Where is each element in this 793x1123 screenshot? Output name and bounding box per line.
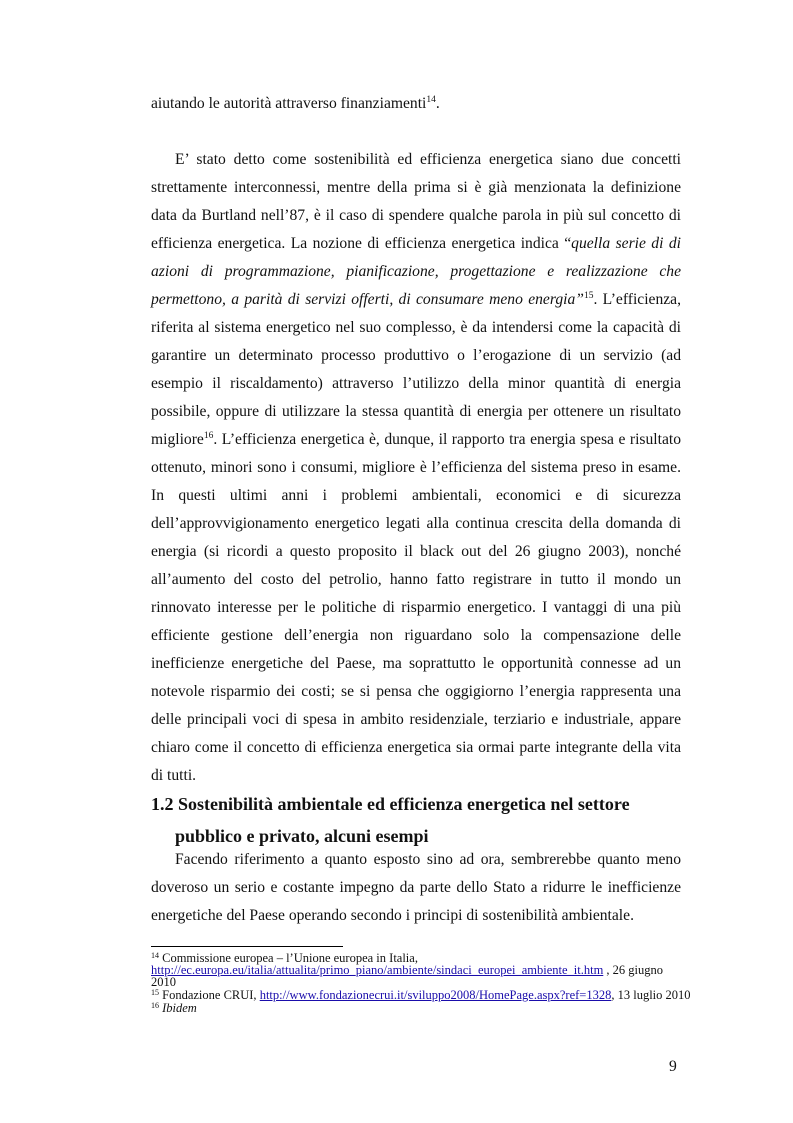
footnote-text: Ibidem bbox=[162, 1001, 197, 1015]
paragraph-section-intro bbox=[151, 846, 681, 930]
footnote-ref-15[interactable]: 15 bbox=[583, 291, 594, 301]
footnote-separator bbox=[151, 946, 343, 947]
footnote-text: Fondazione CRUI, bbox=[162, 988, 260, 1002]
paragraph-text: . L’efficienza, riferita al sistema energetico nel suo complesso, è da intendersi come la capacità di garantire un determinato processo produttivo o l’erogazione di un servizio (ad esempio il riscaldamento) attraverso l’utilizzo della minor quantità di energia possibile, oppure di utilizzare la stessa quantità di energia per ottenere un risultato migliore bbox=[151, 291, 681, 448]
paragraph-text: aiutando le autorità attraverso finanziamenti bbox=[151, 95, 427, 112]
paragraph-text: Facendo riferimento a quanto esposto sino ad ora, sembrerebbe quanto meno doveroso un serio e costante impegno da parte dello Stato a ridurre le inefficienze energetiche del Paese operando secondo i principi di sostenibilità ambientale. bbox=[151, 851, 681, 924]
footnotes bbox=[151, 952, 691, 1015]
section-heading bbox=[151, 788, 691, 852]
footnote-number: 15 bbox=[151, 988, 159, 997]
paragraph-continuation bbox=[151, 90, 681, 118]
footnote-link[interactable]: http://ec.europa.eu/italia/attualita/primo_piano/ambiente/sindaci_europei_ambiente_it.htm bbox=[151, 963, 604, 977]
quoted-definition: quella serie di di azioni di programmazione, pianificazione, progettazione e realizzazione che permettono, a parità di servizi offerti, di consumare meno energia” bbox=[151, 235, 681, 308]
footnote-number: 16 bbox=[151, 1001, 159, 1010]
footnote-number: 14 bbox=[151, 951, 159, 960]
footnote-after: , 26 giugno 2010 bbox=[151, 963, 664, 989]
footnote-text: Commissione europea – l’Unione europea in Italia, bbox=[162, 951, 418, 965]
footnote-15 bbox=[151, 989, 691, 1001]
paragraph-text: E’ stato detto come sostenibilità ed efficienza energetica siano due concetti strettamente interconnessi, mentre della prima si è già menzionata la definizione data da Burtland nell’87, è il caso di spendere qualche parola in più sul concetto di efficienza energetica. La nozione di efficienza energetica indica “ bbox=[151, 151, 681, 252]
footnote-14 bbox=[151, 952, 691, 988]
section-heading-line1: 1.2 Sostenibilità ambientale ed efficienza energetica nel settore bbox=[151, 794, 630, 814]
paragraph-text: . L’efficienza energetica è, dunque, il rapporto tra energia spesa e risultato ottenuto, minori sono i consumi, migliore è l’efficienza del sistema preso in esame. In questi ultimi anni i problemi ambientali, economici e di sicurezza dell’approvvigionamento energetico legati alla continua crescita della domanda di energia (si ricordi a questo proposito il black out del 26 giugno 2003), nonché all’aumento del costo del petrolio, hanno fatto registrare in tutto il mondo un rinnovato interesse per le politiche di risparmio energetico. I vantaggi di una più efficiente gestione dell’energia non riguardano solo la compensazione delle inefficienze energetiche del Paese, ma soprattutto le opportunità connesse ad un notevole risparmio dei costi; se si pensa che oggigiorno l’energia rappresenta una delle principali voci di spesa in ambito residenziale, terziario e industriale, appare chiaro come il concetto di efficienza energetica sia ormai parte integrante della vita di tutti. bbox=[151, 431, 681, 784]
footnote-ref-16[interactable]: 16 bbox=[203, 431, 214, 441]
paragraph-tail: . bbox=[435, 95, 440, 112]
page-number: 9 bbox=[669, 1058, 677, 1075]
footnote-16 bbox=[151, 1002, 691, 1014]
section-heading-line2: pubblico e privato, alcuni esempi bbox=[175, 826, 429, 846]
footnote-link[interactable]: http://www.fondazionecrui.it/sviluppo2008/HomePage.aspx?ref=1328 bbox=[259, 988, 612, 1002]
footnote-ref-14[interactable]: 14 bbox=[426, 95, 436, 105]
paragraph-energy-efficiency bbox=[151, 146, 681, 790]
footnote-after: , 13 luglio 2010 bbox=[611, 988, 691, 1002]
